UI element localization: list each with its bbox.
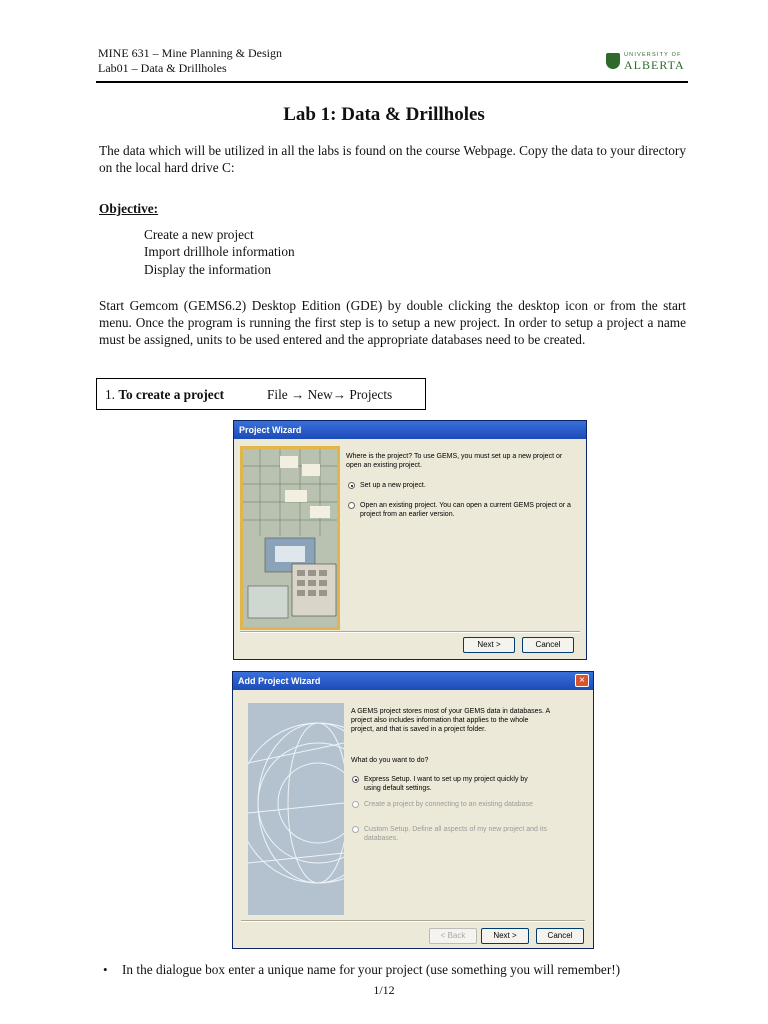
step-box [96,378,426,410]
page-title: Lab 1: Data & Drillholes [283,104,485,125]
step-label: 1. To create a project [105,387,225,402]
university-logo [606,50,690,72]
header-rule [96,81,688,83]
radio-existing-database[interactable] [352,801,359,808]
next-button[interactable]: Next > [481,928,529,944]
objective-item: Import drillhole information [144,244,295,259]
dialog-title-bar: Add Project Wizard [233,672,593,690]
step-menu-path: File → New→ Projects [267,387,393,402]
shield-icon [606,53,620,69]
page-number: 1/12 [373,983,395,997]
radio-express-setup-label: Express Setup. I want to set up my project quickly by using default settings. [364,776,528,792]
start-paragraph: Start Gemcom (GEMS6.2) Desktop Edition (GDE) by double clicking the desktop icon or from the start menu. Once the program is running the first step is to setup a new project. In order to setup a project a name must be assigned, units to be used entered and the appropriate databases need to be created. [99,298,686,347]
objective-item: Create a new project [144,227,254,242]
cancel-button[interactable]: Cancel [522,637,574,653]
add-project-wizard-dialog [232,671,594,949]
back-button[interactable]: < Back [429,928,477,944]
dialog-separator [241,920,585,922]
radio-open-project[interactable] [348,502,355,509]
radio-open-project-label: Open an existing project. You can open a current GEMS project or a project from an earlier version. [360,502,571,518]
objective-heading: Objective: [99,201,159,216]
bullet-text: In the dialogue box enter a unique name for your project (use something you will remember!) [122,962,621,977]
objective-item: Display the information [144,262,272,277]
next-button[interactable]: Next > [463,637,515,653]
radio-existing-database-label: Create a project by connecting to an existing database [364,801,533,808]
header-lab: Lab01 – Data & Drillholes [98,61,227,75]
cancel-button[interactable]: Cancel [536,928,584,944]
project-wizard-dialog [233,420,587,660]
radio-custom-setup-label: Custom Setup. Define all aspects of my new project and its databases. [364,826,547,842]
bullet-icon: • [103,962,108,977]
dialog-title-bar: Project Wizard [234,421,586,439]
radio-express-setup[interactable] [352,776,359,783]
radio-new-project[interactable] [348,482,355,489]
header-course: MINE 631 – Mine Planning & Design [98,46,282,60]
wizard-globe-graphic [248,703,344,915]
dialog-question: What do you want to do? [351,757,429,764]
logo-alberta-text: ALBERTA [624,58,685,72]
radio-custom-setup[interactable] [352,826,359,833]
close-icon[interactable]: × [575,674,589,687]
radio-new-project-label: Set up a new project. [360,482,426,489]
dialog-prompt: Where is the project? To use GEMS, you must set up a new project or open an existing project. [346,453,563,469]
intro-paragraph: The data which will be utilized in all the labs is found on the course Webpage. Copy the data to your directory on the local hard drive C: [99,143,686,175]
dialog-separator [240,631,580,633]
wizard-graphic [240,446,340,630]
dialog-intro: A GEMS project stores most of your GEMS data in databases. A project also includes information that applies to the whole project, and that is saved in a project folder. [351,708,550,733]
logo-university-text: UNIVERSITY OF [624,52,682,58]
